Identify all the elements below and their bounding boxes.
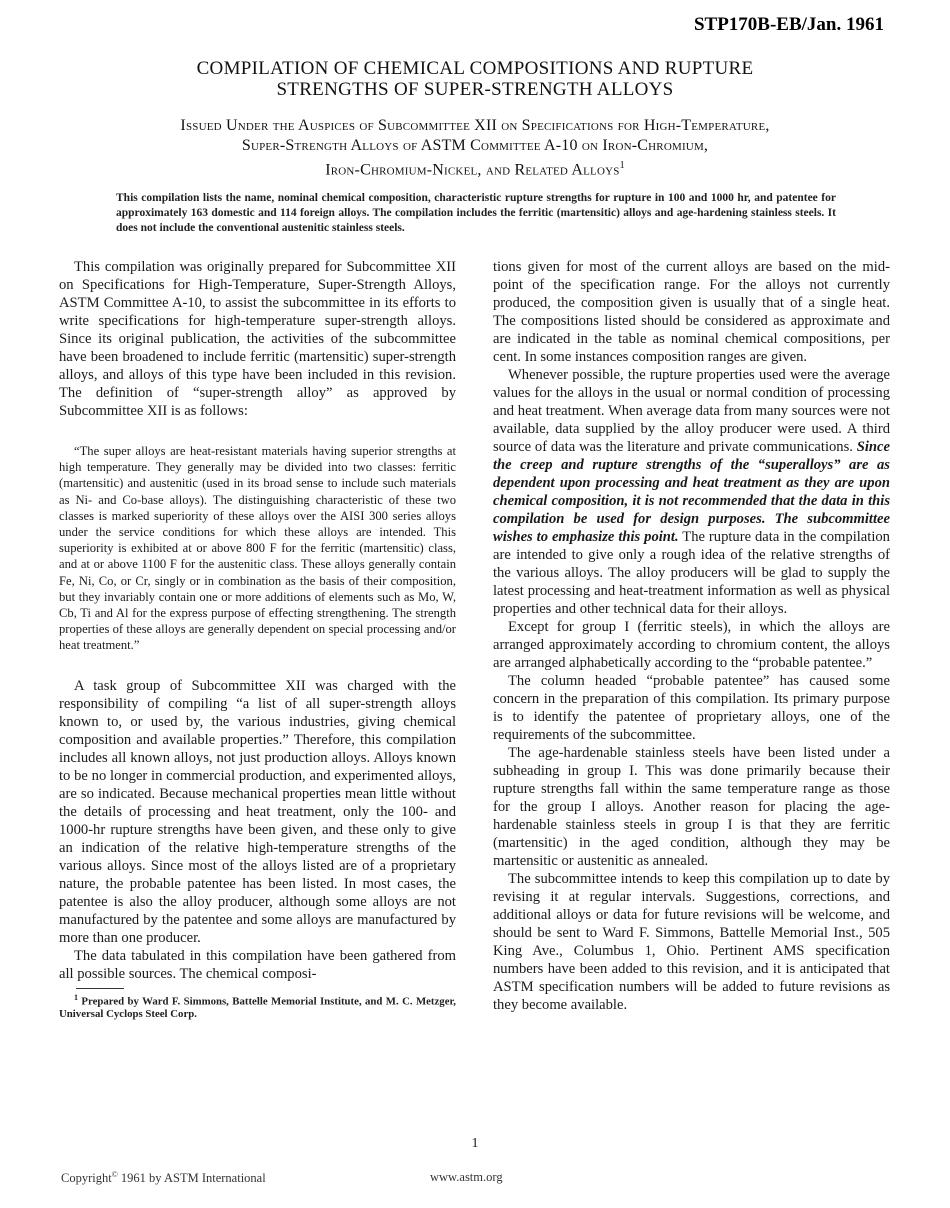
title-line-2: STRENGTHS OF SUPER-STRENGTH ALLOYS	[276, 79, 674, 100]
rupture-properties-paragraph	[493, 366, 890, 618]
subtitle-line-3	[60, 156, 890, 180]
right-column	[493, 258, 890, 1014]
footnote-text: Prepared by Ward F. Simmons, Battelle Memorial Institute, and M. C. Metzger, Universal Cyclops Steel Corp.	[59, 995, 457, 1021]
footnote-mark: 1	[74, 992, 78, 1002]
copyright-symbol: ©	[111, 1170, 118, 1179]
definition-quote: “The super alloys are heat-resistant materials having superior strengths at high temperature. They generally may be divided into two classes: ferritic (martensitic) and austenitic (used in its broad sense to include such materials as Ni- and Co-base alloys). The distinguishing characteristic of these two classes is marked superiority of these alloys over the AISI 300 series alloys under the service conditions for which these alloys are intended. This superiority is exhibited at or above 800 F for the ferritic (martensitic) class, and at or above 1100 F for the austenitic class. These alloys generally contain Fe, Ni, Co, or Cr, singly or in combination as the basis of their composition, but they invariably contain one or more additions of elements such as Mo, W, Cb, Ti and Al for the express purpose of effecting strengthening. The strength properties of these alloys are generally dependent on special processing and/or heat treatment.”	[59, 444, 456, 653]
footnote-reference[interactable]: 1	[619, 160, 625, 171]
revision-paragraph: The subcommittee intends to keep this compilation up to date by revising it at regular intervals. Suggestions, corrections, and additional alloys or data for future revisions will be welcome, and should be sent to Ward F. Simmons, Battelle Memorial Inst., 505 King Ave., Columbus 1, Ohio. Pertinent AMS specification numbers have been added to this revision, and it is anticipated that ASTM specification numbers will be added to future revisions as they become available.	[493, 871, 890, 1013]
design-warning-emphasis: Since the creep and rupture strengths of the “superalloys” are as dependent upon processing and heat treatment as they are upon chemical composition, it is not recommended that the data in this compilation be used for design purposes. The subcommittee wishes to emphasize this point.	[493, 439, 890, 545]
title-line-1: COMPILATION OF CHEMICAL COMPOSITIONS AND RUPTURE	[196, 58, 754, 79]
subtitle-line-2: Super-Strength Alloys of ASTM Committee A-10 on Iron-Chromium,	[241, 137, 709, 154]
subtitle-line-1: Issued Under the Auspices of Subcommittee XII on Specifications for High-Temperature,	[180, 117, 770, 134]
data-sources-paragraph: The data tabulated in this compilation have been gathered from all possible sources. The chemical composi-	[59, 947, 456, 982]
website-link[interactable]: www.astm.org	[430, 1170, 503, 1184]
age-hardenable-paragraph: The age-hardenable stainless steels have been listed under a subheading in group I. This was done primarily because their rupture strengths fall within the same temperature range as those for the group I alloys. Another reason for placing the age-hardenable stainless steels in group I is that they are ferritic (martensitic) in the aged condition, although they may be martensitic or austenitic as annealed.	[493, 745, 890, 869]
subtitle-line-3-text: Iron-Chromium-Nickel, and Related Alloys	[325, 161, 620, 179]
rupture-text-end: The rupture data in the compilation are intended to give only a rough idea of the relative strengths of the various alloys. The alloy producers will be glad to supply the latest processing and heat-treatment information as well as physical properties and other technical data for their alloys.	[493, 529, 890, 617]
abstract: This compilation lists the name, nominal chemical composition, characteristic rupture strengths for rupture in 100 and 1000 hr, and patentee for approximately 163 domestic and 114 foreign alloys. The compilation includes the ferritic (martensitic) alloys and age-hardening stainless steels. It does not include the conventional austenitic stainless steels.	[116, 192, 836, 234]
footnote	[59, 991, 456, 1022]
intro-paragraph: This compilation was originally prepared for Subcommittee XII on Specifications for High-Temperature, Super-Strength Alloys, ASTM Committee A-10, to assist the subcommittee in its efforts to write specifications for high-temperature super-strength alloys. Since its original publication, the activities of the subcommittee have been broadened to include ferritic (martensitic) super-strength alloys, and alloys of this type have been included in this revision. The definition of “super-strength alloy” as approved by Subcommittee XII is as follows:	[59, 259, 456, 419]
left-column	[59, 258, 456, 1021]
stp-identifier: STP170B-EB/Jan. 1961	[693, 14, 884, 35]
composition-paragraph: tions given for most of the current alloys are based on the mid-point of the specification range. For the alloys not currently produced, the composition given is usually that of a single heat. The compositions listed should be considered as approximate and are indicated in the table as nominal chemical compositions, per cent. In some instances composition ranges are given.	[493, 259, 890, 365]
page-number: 1	[471, 1136, 479, 1151]
task-group-paragraph: A task group of Subcommittee XII was charged with the responsibility of compiling “a list of all super-strength alloys known to, or used by, the various industries, giving chemical composition and available properties.” Therefore, this compilation includes all known alloys, not just production alloys. Alloys known to be no longer in commercial production, and experimented alloys, are so indicated. Because mechanical properties mean little without the details of processing and heat treatment, only the 100- and 1000-hr rupture strengths have been given, and these only to give an indication of the relative high-temperature strengths of the various alloys. Since most of the alloys listed are of a proprietary nature, the probable patentee has been listed. In most cases, the patentee is also the alloy producer, although some alloys are not manufactured by the patentee and some alloys are manufactured by more than one producer.	[59, 677, 456, 946]
copyright-prefix: Copyright	[61, 1171, 112, 1186]
copyright-suffix: 1961 by ASTM International	[117, 1171, 266, 1186]
patentee-paragraph: The column headed “probable patentee” has caused some concern in the preparation of this compilation. Its primary purpose is to identify the patentee of proprietary alloys, one of the requirements of the subcommittee.	[493, 673, 890, 743]
footnote-divider	[76, 988, 124, 989]
article-title	[0, 58, 950, 100]
copyright-notice	[61, 1170, 266, 1186]
arrangement-paragraph: Except for group I (ferritic steels), in which the alloys are arranged approximately according to chromium content, the alloys are arranged alphabetically according to the “probable patentee.”	[493, 619, 890, 671]
rupture-text-start: Whenever possible, the rupture properties used were the average values for the alloys in the usual or normal condition of processing and heat treatment. When average data from many sources were not available, data supplied by the alloy producer were used. A third source of data was the literature and private communications.	[493, 367, 890, 455]
article-subtitle	[60, 116, 890, 180]
